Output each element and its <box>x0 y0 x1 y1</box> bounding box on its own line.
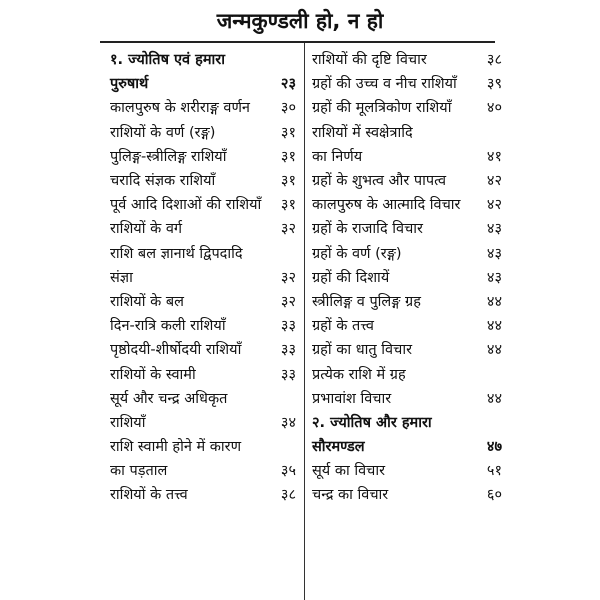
toc-entry-page-number: ३८ <box>486 52 502 69</box>
toc-entry-title: राशियाँ <box>110 414 146 431</box>
toc-entry-page-number: ४३ <box>486 221 502 238</box>
toc-entry-title: पुलिङ्ग-स्त्रीलिङ्ग राशियाँ <box>110 148 227 165</box>
toc-entry-title: चन्द्र का विचार <box>312 487 389 504</box>
toc-entry <box>110 216 296 240</box>
toc-entry <box>312 241 502 265</box>
toc-entry-page-number: ४२ <box>486 197 502 214</box>
toc-entry <box>312 361 502 385</box>
toc-entry <box>110 458 296 482</box>
toc-entry-title: ग्रहों की दिशायें <box>312 269 390 286</box>
toc-entry-page-number: ३१ <box>280 173 296 190</box>
toc-entry <box>312 144 502 168</box>
toc-entry <box>312 386 502 410</box>
toc-entry-page-number: ३३ <box>280 342 296 359</box>
toc-left-column <box>110 47 296 507</box>
toc-right-column <box>312 47 502 507</box>
toc-entry-title: का निर्णय <box>312 148 363 165</box>
toc-entry-page-number: ४३ <box>486 245 502 262</box>
toc-entry-title: राशियों के स्वामी <box>110 366 196 383</box>
toc-entry <box>110 410 296 434</box>
toc-entry <box>110 192 296 216</box>
toc-entry-page-number: ३५ <box>280 463 296 480</box>
toc-entry <box>110 434 296 458</box>
toc-entry-title: सूर्य और चन्द्र अधिकृत <box>110 390 228 407</box>
toc-entry-title: प्रत्येक राशि में ग्रह <box>312 366 406 383</box>
toc-entry <box>312 216 502 240</box>
toc-entry <box>110 265 296 289</box>
toc-entry-page-number: ४७ <box>486 439 502 456</box>
toc-entry-title: पृष्ठोदयी-शीर्षोदयी राशियाँ <box>110 342 242 359</box>
toc-entry <box>312 337 502 361</box>
toc-entry-title: राशियों के वर्ण (रङ्ग) <box>110 124 216 141</box>
toc-entry <box>312 95 502 119</box>
title-underline <box>100 41 495 43</box>
column-divider <box>304 43 305 600</box>
toc-entry <box>312 289 502 313</box>
toc-entry-title: पूर्व आदि दिशाओं की राशियाँ <box>110 197 262 214</box>
toc-entry-title: ग्रहों के वर्ण (रङ्ग) <box>312 245 402 262</box>
toc-entry <box>312 71 502 95</box>
toc-entry-page-number: ३४ <box>280 414 296 431</box>
page-title: जन्मकुण्डली हो, न हो <box>216 9 384 33</box>
toc-entry-page-number: ३२ <box>280 293 296 310</box>
toc-entry <box>110 168 296 192</box>
toc-entry-title: दिन-रात्रि कली राशियाँ <box>110 318 226 335</box>
toc-entry-title: राशि स्वामी होने में कारण <box>110 439 242 456</box>
toc-entry-page-number: ४१ <box>486 148 502 165</box>
toc-entry <box>110 289 296 313</box>
toc-entry <box>312 313 502 337</box>
toc-entry-page-number: ४० <box>486 100 502 117</box>
toc-entry-page-number: ४४ <box>486 390 502 407</box>
toc-entry-title: राशियों के वर्ग <box>110 221 183 238</box>
toc-entry-page-number: ४४ <box>486 318 502 335</box>
toc-entry-page-number: ३१ <box>280 124 296 141</box>
toc-entry <box>110 313 296 337</box>
toc-entry <box>312 410 502 434</box>
toc-entry-title: १. ज्योतिष एवं हमारा <box>110 52 225 69</box>
toc-entry-title: कालपुरुष के शरीराङ्ग वर्णन <box>110 100 250 117</box>
toc-entry-title: का पड़ताल <box>110 463 168 480</box>
toc-entry-title: सूर्य का विचार <box>312 463 386 480</box>
toc-entry-page-number: ४३ <box>486 269 502 286</box>
toc-entry-title: सौरमण्डल <box>312 439 365 456</box>
toc-entry-page-number: ३० <box>280 100 296 117</box>
toc-entry-title: २. ज्योतिष और हमारा <box>312 414 432 431</box>
toc-entry <box>312 458 502 482</box>
toc-entry-page-number: ३३ <box>280 366 296 383</box>
toc-entry-title: राशियों के बल <box>110 293 184 310</box>
toc-entry <box>110 71 296 95</box>
toc-entry <box>312 192 502 216</box>
toc-entry-title: राशियों में स्वक्षेत्रादि <box>312 124 413 141</box>
toc-entry-title: स्त्रीलिङ्ग व पुलिङ्ग ग्रह <box>312 293 421 310</box>
toc-entry <box>312 482 502 506</box>
toc-entry <box>110 144 296 168</box>
toc-entry-title: ग्रहों की उच्च व नीच राशियाँ <box>312 76 457 93</box>
toc-entry-page-number: ३१ <box>280 148 296 165</box>
toc-entry-title: ग्रहों के तत्त्व <box>312 318 374 335</box>
toc-entry-title: संज्ञा <box>110 269 133 286</box>
toc-entry-title: ग्रहों की मूलत्रिकोण राशियाँ <box>312 100 452 117</box>
toc-entry-title: चरादि संज्ञक राशियाँ <box>110 173 216 190</box>
toc-entry-title: राशियों के तत्त्व <box>110 487 188 504</box>
toc-entry-title: ग्रहों के शुभत्व और पापत्व <box>312 173 447 190</box>
toc-entry <box>110 95 296 119</box>
toc-entry-title: ग्रहों के राजादि विचार <box>312 221 423 238</box>
toc-entry <box>312 120 502 144</box>
toc-entry-title: कालपुरुष के आत्मादि विचार <box>312 197 461 214</box>
toc-entry <box>312 265 502 289</box>
toc-entry-page-number: ३९ <box>486 76 502 93</box>
toc-entry-page-number: ३८ <box>280 487 296 504</box>
toc-entry-page-number: ४४ <box>486 293 502 310</box>
toc-entry-page-number: ३३ <box>280 318 296 335</box>
toc-entry-title: राशियों की दृष्टि विचार <box>312 52 427 69</box>
toc-entry <box>110 386 296 410</box>
toc-entry <box>110 361 296 385</box>
toc-entry-title: राशि बल ज्ञानार्थ द्विपदादि <box>110 245 243 262</box>
toc-entry-page-number: २३ <box>280 76 296 93</box>
toc-entry <box>110 482 296 506</box>
toc-entry-page-number: ३२ <box>280 269 296 286</box>
toc-entry <box>312 168 502 192</box>
toc-entry <box>110 47 296 71</box>
toc-entry <box>110 120 296 144</box>
toc-entry-title: पुरुषार्थ <box>110 76 149 93</box>
toc-entry <box>110 241 296 265</box>
toc-entry-title: प्रभावांश विचार <box>312 390 392 407</box>
toc-entry <box>312 434 502 458</box>
toc-entry <box>312 47 502 71</box>
toc-entry-page-number: ४४ <box>486 342 502 359</box>
toc-entry <box>110 337 296 361</box>
toc-entry-page-number: ३२ <box>280 221 296 238</box>
toc-entry-page-number: ५१ <box>486 463 502 480</box>
toc-entry-title: ग्रहों का धातु विचार <box>312 342 413 359</box>
toc-entry-page-number: ४२ <box>486 173 502 190</box>
toc-entry-page-number: ६० <box>486 487 502 504</box>
toc-entry-page-number: ३१ <box>280 197 296 214</box>
